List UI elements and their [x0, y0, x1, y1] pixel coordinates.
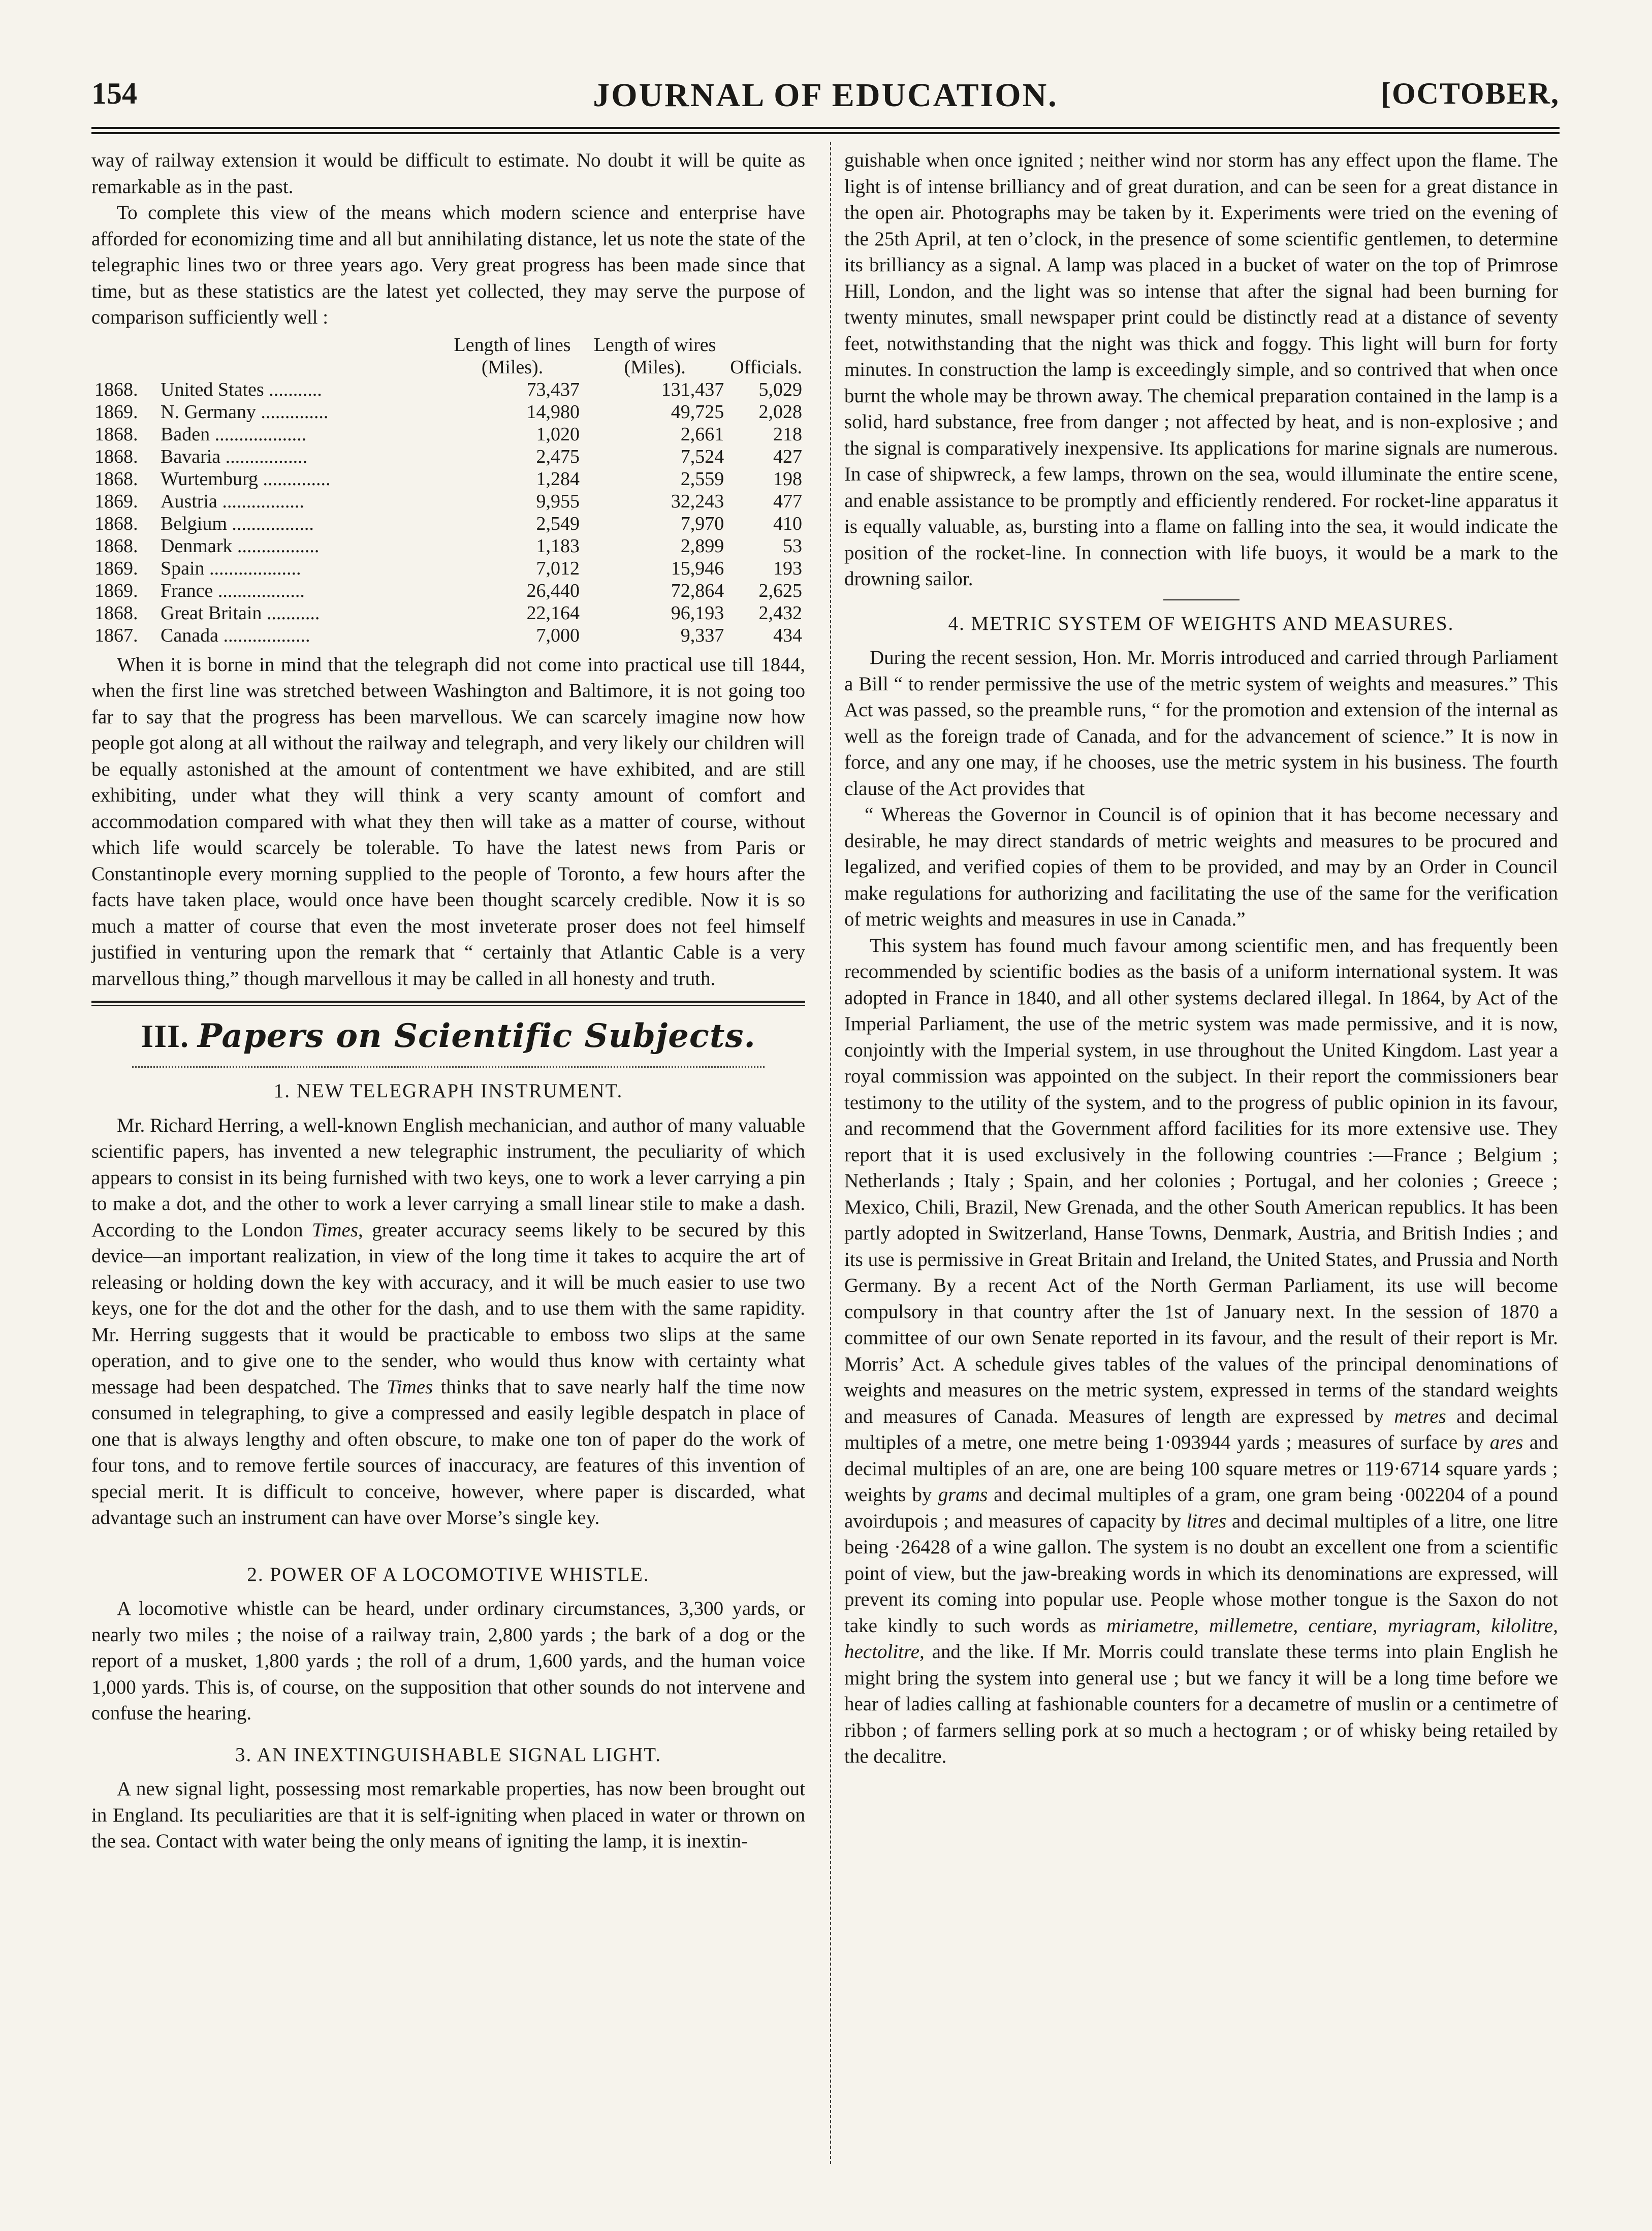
paragraph: This system has found much favour among scientific men, and has frequently been recommended by scientific bodies as the basis of a uniform international system. It was adopted in France in 1840, and all other systems declared illegal. In 1864, by Act of the Imperial Parliament, the use of the metric system was made permissive, and it is now, conjointly with the Imperial system, in use throughout the United Kingdom. Last year a royal commission was appointed on the subject. In their report the commissioners bear testimony to the utility of the system, and to the progress of public opinion in its favour, and recommend that the Government afford facilities for its more extensive use. They report that it is used exclusively in the following countries :—France ; Belgium ; Netherlands ; Italy ; Spain, and her colonies ; Portugal, and her colonies ; Greece ; Mexico, Chili, Brazil, New Grenada, and the other South American republics. It has been partly adopted in Switzerland, Hanse Towns, Denmark, Austria, and British Indies ; and its use is permissive in Great Britain and Ireland, the United States, and Prussia and North Germany. By a recent Act of the North German Parliament, its use will become compulsory in that country after the 1st of January next. In the session of 1870 a committee of our own Senate reported in its favour, and the result of their report is Mr. Morris’ Act. A schedule gives tables of the values of the principal denominations of weights and measures on the metric system, expressed in terms of the standard weights and measures of Canada. Measures of length are expressed by metres and decimal multiples of a metre, one metre being 1·093944 yards ; measures of surface by ares and decimal multiples of an are, one are being 100 square metres or 119·6714 square yards ; weights by grams and decimal multiples of a gram, one gram being ·002204 of a pound avoirdupois ; and measures of capacity by litres and decimal multiples of a litre, one litre being ·26428 of a wine gallon. The system is no doubt an excellent one from a scientific point of view, but the jaw-breaking words in which its denominations are expressed, will prevent its coming into popular use. People whose mother tongue is the Saxon do not take kindly to such words as miriametre, millemetre, centiare, myriagram, kilolitre, hectolitre, and the like. If Mr. Morris could translate these terms into plain English he might bring the system into general use ; but we fancy it will be a long time before we hear of ladies calling at fashionable counters for a decametre of muslin or a centimetre of ribbon ; of farmers selling pork at so much a hectogram ; or of whisky being retailed by the decalitre.: [844, 934, 1559, 1767]
col-header-officials: Officials.: [730, 356, 802, 378]
paragraph: guishable when once ignited ; neither wind nor storm has any effect upon the flame. The light is of intense brilliancy and of great duration, and can be seen for a great distance in the open air. Photographs may be taken by it. Experiments were tried on the evening of the 25th April, at ten o’clock, in the presence of some scientific gentlemen, to determine its brilliancy as a signal. A lamp was placed in a bucket of water on the top of Primrose Hill, London, and the light was so intense that after the signal had been burning for twenty minutes, small newspaper print could be distinctly read at a distance of seventy feet, notwithstanding that the night was thick and foggy. This light will burn for forty minutes. In construction the lamp is exceedingly simple, and so contrived that when once burnt the whole may be thrown away. The chemical preparation contained in the lamp is a solid, hard substance, free from danger ; not affected by heat, and is non-explosive ; and the signal is comparatively inexpensive. Its applications for marine signals are numerous. In case of shipwreck, a few lamps, thrown on the sea, would illuminate the entire scene, and enable assistance to be promptly and efficiently rendered. For rocket-line apparatus it is equally valuable, as, bursting into a flame on falling into the sea, it would indicate the position of the rocket-line. In connection with life buoys, it would be a mark to the drowning sailor.: [844, 149, 1558, 590]
cell-lines: 73,437: [526, 378, 580, 400]
table-body: [91, 378, 805, 647]
cell-year: 1868.: [94, 602, 138, 624]
cell-officials: 427: [773, 445, 802, 467]
article-title: 1. NEW TELEGRAPH INSTRUMENT.: [273, 1080, 623, 1102]
running-header: [91, 76, 1560, 132]
cell-country: Denmark .................: [161, 535, 320, 557]
paragraph: During the recent session, Hon. Mr. Morris introduced and carried through Parliament a Bill “ to render permissive the use of the metric system of weights and measures.” This Act was passed, so the preamble runs, “ for the promotion and extension of the internal as well as the foreign trade of Canada, and for the advancement of science.” It is now in force, and any one may, if he chooses, use the metric system in his business. The fourth clause of the Act provides that: [844, 647, 1558, 800]
journal-title: JOURNAL OF EDUCATION.: [593, 77, 1058, 114]
cell-officials: 198: [773, 468, 802, 490]
cell-year: 1869.: [94, 490, 138, 512]
col-header-lines: Length of lines (Miles).: [454, 334, 571, 378]
cell-wires: 9,337: [680, 624, 724, 646]
table-row: [91, 401, 805, 423]
table-row: [91, 490, 805, 513]
left-column: [91, 147, 805, 1855]
cell-year: 1868.: [94, 423, 138, 445]
cell-year: 1867.: [94, 624, 138, 646]
paragraph: To complete this view of the means which modern science and enterprise have afforded for economizing time and all but annihilating distance, let us note the state of the telegraphic lines two or three years ago. Very great progress has been made since that time, but as these statistics are the latest yet collected, they may serve the purpose of comparison sufficiently well :: [91, 202, 805, 328]
cell-country: Great Britain ...........: [161, 602, 320, 624]
cell-lines: 1,020: [536, 423, 580, 445]
paragraph: way of railway extension it would be difficult to estimate. No doubt it will be quite as remarkable as in the past.: [91, 149, 805, 198]
cell-lines: 1,183: [536, 535, 580, 557]
right-column: [844, 147, 1558, 1770]
table-header-blank: [157, 334, 442, 378]
cell-wires: 2,559: [680, 468, 724, 490]
table-row: [91, 513, 805, 535]
cell-year: 1868.: [94, 445, 138, 467]
paragraph: When it is borne in mind that the telegraph did not come into practical use till 1844, when the first line was stretched between Washington and Baltimore, it is not going too far to say that the progress has been marvellous. We can scarcely imagine now how people got along at all without the railway and telegraph, and very likely our children will be equally astonished at the amount of contentment we have exhibited, and are still exhibiting, under what they will think a very scanty amount of comfort and accommodation compared with what they then will take as a matter of course, without which life would scarcely be tolerable. To have the latest news from Paris or Constantinople every morning supplied to the people of Toronto, a few hours after the facts have taken place, would once have been thought scarcely credible. Now it is so much a matter of course that even the most inveterate proser does not feel himself justified in venturing upon the remark that “ certainly that Atlantic Cable is a very marvellous thing,” though marvellous it may be called in all honesty and truth.: [91, 653, 805, 990]
page-number: 154: [91, 77, 137, 110]
cell-country: Baden ...................: [161, 423, 307, 445]
cell-country: Austria .................: [161, 490, 304, 512]
article-title: 2. POWER OF A LOCOMOTIVE WHISTLE.: [247, 1563, 650, 1585]
table-row: [91, 624, 805, 647]
table-row: [91, 557, 805, 580]
cell-country: United States ...........: [161, 378, 322, 400]
cell-officials: 434: [773, 624, 802, 646]
cell-wires: 131,437: [661, 378, 724, 400]
cell-lines: 14,980: [526, 401, 580, 423]
cell-officials: 5,029: [758, 378, 802, 400]
table-row: [91, 445, 805, 468]
table-row: [91, 602, 805, 624]
cell-country: Canada ..................: [161, 624, 310, 646]
quotation: “ Whereas the Governor in Council is of opinion that it has become necessary and desirable, he may direct standards of metric weights and measures to be procured and legalized, and verified copies of them to be provided, and may by an Order in Council make regulations for authorizing and facilitating the use of the same for the verification of metric weights and measures in use in Canada.”: [844, 804, 1558, 930]
cell-officials: 477: [773, 490, 802, 512]
cell-lines: 26,440: [526, 580, 580, 601]
cell-officials: 2,432: [758, 602, 802, 624]
cell-wires: 15,946: [671, 557, 724, 579]
cell-officials: 193: [773, 557, 802, 579]
article-title: 4. METRIC SYSTEM OF WEIGHTS AND MEASURES.: [948, 612, 1454, 634]
cell-year: 1869.: [94, 401, 138, 423]
cell-wires: 7,524: [680, 445, 724, 467]
table-header-row: [91, 334, 805, 378]
cell-lines: 9,955: [536, 490, 580, 512]
cell-wires: 32,243: [671, 490, 724, 512]
col-header-wires: Length of wires (Miles).: [593, 334, 716, 378]
cell-officials: 2,625: [758, 580, 802, 601]
cell-wires: 2,899: [680, 535, 724, 557]
cell-country: N. Germany ..............: [161, 401, 329, 423]
cell-lines: 2,475: [536, 445, 580, 467]
cell-country: Wurtemburg ..............: [161, 468, 331, 490]
table-row: [91, 535, 805, 557]
short-rule: [1163, 599, 1240, 600]
cell-country: Bavaria .................: [161, 445, 308, 467]
section-rule: [91, 1001, 805, 1006]
cell-lines: 1,284: [536, 468, 580, 490]
cell-wires: 96,193: [671, 602, 724, 624]
table-row: [91, 378, 805, 401]
paragraph: A new signal light, possessing most remarkable properties, has now been brought out in England. Its peculiarities are that it is self-igniting when placed in water or thrown on the sea. Contact with water being the only means of igniting the lamp, it is inextin-: [91, 1778, 805, 1852]
header-month: [OCTOBER,: [1381, 77, 1560, 110]
ornamental-rule: [132, 1061, 765, 1068]
header-double-rule: [91, 127, 1560, 134]
cell-country: Spain ...................: [161, 557, 301, 579]
table-header-blank: [91, 334, 157, 378]
cell-wires: 49,725: [671, 401, 724, 423]
cell-lines: 22,164: [526, 602, 580, 624]
table-row: [91, 468, 805, 490]
cell-year: 1869.: [94, 580, 138, 601]
cell-officials: 53: [783, 535, 802, 557]
cell-wires: 7,970: [680, 513, 724, 534]
telegraph-statistics-table: [91, 334, 805, 647]
paragraph: A locomotive whistle can be heard, under ordinary circumstances, 3,300 yards, or nearly two miles ; the noise of a railway train, 2,800 yards ; the bark of a dog or the report of a musket, 1,800 yards ; the roll of a drum, 1,600 yards, and the human voice 1,000 yards. This is, of course, on the supposition that other sounds do not intervene and confuse the hearing.: [91, 1598, 805, 1724]
table-row: [91, 423, 805, 445]
cell-officials: 218: [773, 423, 802, 445]
cell-country: Belgium .................: [161, 513, 314, 534]
cell-lines: 7,012: [536, 557, 580, 579]
paragraph: Mr. Richard Herring, a well-known English mechanician, and author of many valuable scientific papers, has invented a new telegraphic instrument, the peculiarity of which appears to consist in its being furnished with two keys, one to work a lever carrying a pin to make a dot, and the other to work a lever carrying a small linear stile to make a dash. According to the London Times, greater accuracy seems likely to be secured by this device—an important realization, in view of the long time it takes to acquire the art of releasing or holding down the key with accuracy, and it will be much easier to use two keys, one for the dot and the other for the dash, and to use them with the same rapidity. Mr. Herring suggests that it would be practicable to emboss two slips at the same operation, and to give one to the sender, who would thus know with certainty what message had been despatched. The Times thinks that to save nearly half the time now consumed in telegraphing, to give a compressed and easily legible despatch in place of one that is always lengthy and often obscure, to make one ton of paper do the work of four tons, and to remove fertile sources of inaccuracy, are features of this invention of special merit. It is difficult to conceive, however, where paper is discarded, what advantage such an instrument can have over Morse’s single key.: [91, 1114, 805, 1528]
cell-year: 1868.: [94, 468, 138, 490]
cell-wires: 72,864: [671, 580, 724, 601]
cell-lines: 2,549: [536, 513, 580, 534]
cell-country: France ..................: [161, 580, 305, 601]
cell-officials: 410: [773, 513, 802, 534]
section-numeral: III.: [141, 1018, 189, 1054]
article-title: 3. AN INEXTINGUISHABLE SIGNAL LIGHT.: [235, 1743, 661, 1766]
cell-year: 1868.: [94, 535, 138, 557]
cell-officials: 2,028: [758, 401, 802, 423]
cell-year: 1869.: [94, 557, 138, 579]
section-heading: [91, 1016, 805, 1057]
column-divider: [830, 142, 831, 2164]
cell-wires: 2,661: [680, 423, 724, 445]
cell-year: 1868.: [94, 378, 138, 400]
cell-lines: 7,000: [536, 624, 580, 646]
section-title: Papers on Scientific Subjects.: [197, 1017, 756, 1055]
table-row: [91, 580, 805, 602]
cell-year: 1868.: [94, 513, 138, 534]
